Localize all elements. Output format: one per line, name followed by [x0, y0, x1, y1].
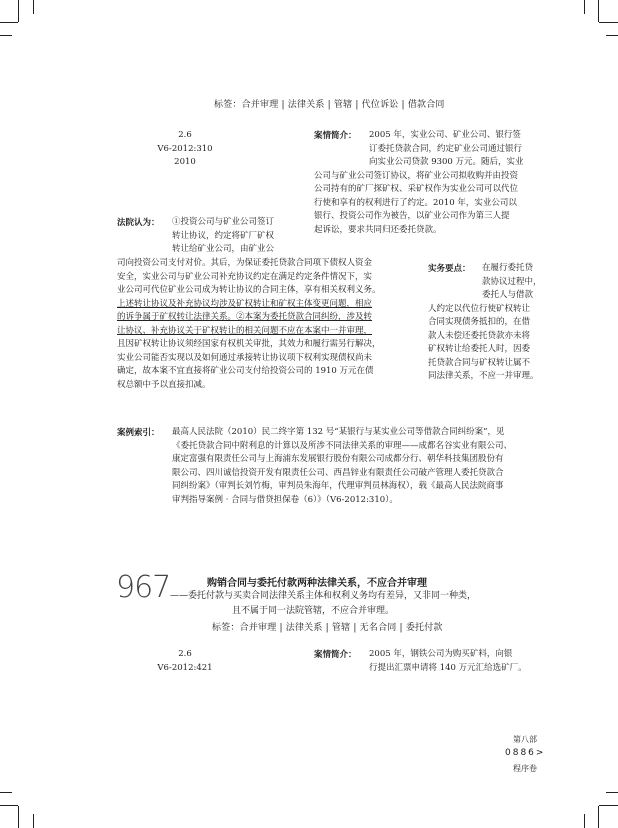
- summary-line: 行提出汇票申请将 140 万元汇给选矿厂。: [369, 662, 527, 673]
- crop-mark-tl-h2: [0, 35, 12, 36]
- case2-summary-label: 案情简介：: [314, 650, 357, 660]
- court-line: 且因矿权转让协议须经国家有权机关审批，其效力和履行需另行解决，: [117, 339, 381, 349]
- case2-summary: [314, 648, 559, 675]
- court-line-underlined: 让协议、补充协议关于矿权转让的相关问题不应在本案中一并审理，: [117, 325, 373, 336]
- summary-line: 订委托贷款合同，约定矿业公司通过银行: [369, 143, 523, 154]
- court-line: 业公司可代位矿业公司成为转让协议的合同主体，享有相关权利义务。: [117, 285, 381, 295]
- crop-mark-tl-v2: [33, 0, 34, 14]
- crop-mark-br-h2: [606, 792, 618, 793]
- crop-mark-bl-v: [18, 806, 19, 828]
- footer-page: [505, 748, 543, 758]
- court-line: 转让协议，约定将矿厂矿权: [172, 230, 275, 241]
- court-line-underlined: 的诉争属于矿权转让法律关系。②本案为委托贷款合同纠纷，涉及转: [117, 312, 373, 322]
- case1-ref-code: V6-2012:310: [157, 143, 213, 154]
- case2-subtitle: [170, 589, 476, 619]
- court-line: 确定，故本案不宜直接将矿业公司支付给投资公司的 1910 万元在债: [117, 366, 374, 376]
- crop-mark-tr-v: [598, 0, 599, 22]
- case1-court-label: 法院认为：: [117, 218, 160, 228]
- citation-line: 《委托贷款合同中附利息的计算以及所涉不同法律关系的审理——成都名谷实业有限公司、: [172, 440, 513, 451]
- case1-court-opinion: [117, 257, 417, 392]
- court-line: 安全，实业公司与矿业公司补充协议约定在满足约定条件情况下，实: [117, 271, 373, 282]
- footer-part: 第八部: [513, 735, 537, 744]
- case1-points-label: 实务要点：: [428, 264, 471, 274]
- court-line: 转让给矿业公司，由矿业公: [172, 244, 275, 254]
- case2-ref-section: 2.6: [178, 649, 192, 659]
- summary-line: 银行、投资公司作为被告，以矿业公司作为第三人提: [314, 211, 510, 221]
- court-line: ①投资公司与矿业公司签订: [172, 217, 275, 227]
- summary-line: 2005 年，钢铁公司为购买矿料，向银: [369, 649, 513, 659]
- crop-mark-tr-v2: [584, 0, 585, 14]
- crop-mark-tr-h2: [606, 35, 618, 36]
- case1-tags: 标签：合并审理 | 法律关系 | 管辖 | 代位诉讼 | 借款合同: [214, 100, 445, 110]
- footer-page-number: 0886: [505, 748, 536, 758]
- summary-line: 行使和享有的权利进行了约定。2010 年，实业公司以: [314, 197, 517, 208]
- case1-ref-section: 2.6: [178, 130, 192, 140]
- case2-tags: 标签：合并审理 | 法律关系 | 管辖 | 无名合同 | 委托付款: [212, 623, 443, 633]
- crop-mark-bl-h: [0, 805, 18, 806]
- crop-mark-tr-h: [599, 22, 618, 23]
- case2-number: 967: [116, 570, 171, 605]
- crop-mark-br-v2: [584, 814, 585, 828]
- case2-subtitle-line: 且不属于同一法院管辖，不应合并审理。: [232, 606, 395, 616]
- citation-line: 限公司、四川诚信投资开发有限责任公司、西昌锌业有限责任公司破产管理人委托贷款合: [172, 467, 504, 478]
- crop-mark-bl-v2: [33, 814, 34, 828]
- points-line: 委托人与借款: [482, 290, 534, 300]
- points-line: 人约定以代位行使矿权转让: [428, 303, 531, 314]
- points-line: 合同实现债务抵扣的，在借: [428, 317, 531, 327]
- case2-ref-code: V6-2012:421: [157, 662, 213, 673]
- case1-summary-label: 案情简介：: [314, 131, 357, 141]
- citation-line: 康定富强有限责任公司与上海浦东发展银行股份有限公司成都分行、朝华科技集团股份有: [172, 454, 504, 464]
- case2-reference: [140, 648, 230, 675]
- crop-mark-br-v: [598, 806, 599, 828]
- court-line: 司向投资公司支付对价。其后，为保证委托贷款合同项下债权人资金: [117, 258, 373, 268]
- crop-mark-tl-h: [0, 22, 18, 23]
- points-line: 矿权转让给委托人时，因委: [428, 344, 531, 354]
- crop-mark-bl-h2: [0, 792, 12, 793]
- court-line-underlined: 上述转让协议及补充协议均涉及矿权转让和矿权主体变更问题，相应: [117, 298, 373, 309]
- summary-line: 公司与矿业公司签订协议，将矿业公司拟收购并由投资: [314, 170, 519, 181]
- case1-citation: [172, 426, 557, 507]
- crop-mark-br-h: [599, 805, 618, 806]
- summary-line: 公司持有的矿厂探矿权、采矿权作为实业公司可以代位: [314, 184, 519, 194]
- case1-court-opinion-head: [172, 216, 312, 257]
- footer-volume: 程序卷: [513, 764, 537, 773]
- citation-line: 最高人民法院（2010）民二终字第 132 号“某银行与某实业公司等借款合同纠纷案”，见: [172, 427, 505, 437]
- points-line: 同法律关系，不应一并审理。: [428, 371, 539, 381]
- case1-practice-points: [428, 262, 558, 384]
- case2-title: 购销合同与委托付款两种法律关系，不应合并审理: [207, 578, 427, 589]
- points-line: 款协议过程中，: [482, 276, 542, 287]
- case1-reference: [140, 129, 230, 170]
- summary-line: 2005 年，实业公司、矿业公司、银行签: [369, 130, 521, 140]
- case1-ref-year: 2010: [174, 157, 196, 167]
- summary-line: 起诉讼，要求共同归还委托贷款。: [314, 224, 442, 235]
- footer-page-arrow: >: [535, 748, 544, 758]
- points-line: 款人未偿还委托贷款亦未将: [428, 330, 531, 341]
- points-line: 托贷款合同与矿权转让属不: [428, 357, 531, 368]
- summary-line: 向实业公司贷款 9300 万元。随后，实业: [369, 157, 524, 167]
- case1-summary: [314, 129, 554, 237]
- court-line: 权总额中予以直接扣减。: [117, 379, 211, 390]
- crop-mark-tl-v: [18, 0, 19, 22]
- case2-subtitle-line: ——委托付款与买卖合同法律关系主体和权利义务均有差异，又非同一种类，: [170, 591, 477, 601]
- court-line: 实业公司能否实现以及如何通过承接转让协议项下权利实现债权尚未: [117, 352, 373, 363]
- citation-line: 同纠纷案》（审判长刘竹梅，审判员朱海年，代理审判员林海权），载《最高人民法院商事: [172, 481, 504, 491]
- points-line: 在履行委托贷: [482, 263, 534, 273]
- case1-citation-label: 案例索引：: [117, 428, 160, 438]
- citation-line: 审判指导案例 · 合同与借贷担保卷（6）》（V6-2012:310）。: [172, 494, 398, 505]
